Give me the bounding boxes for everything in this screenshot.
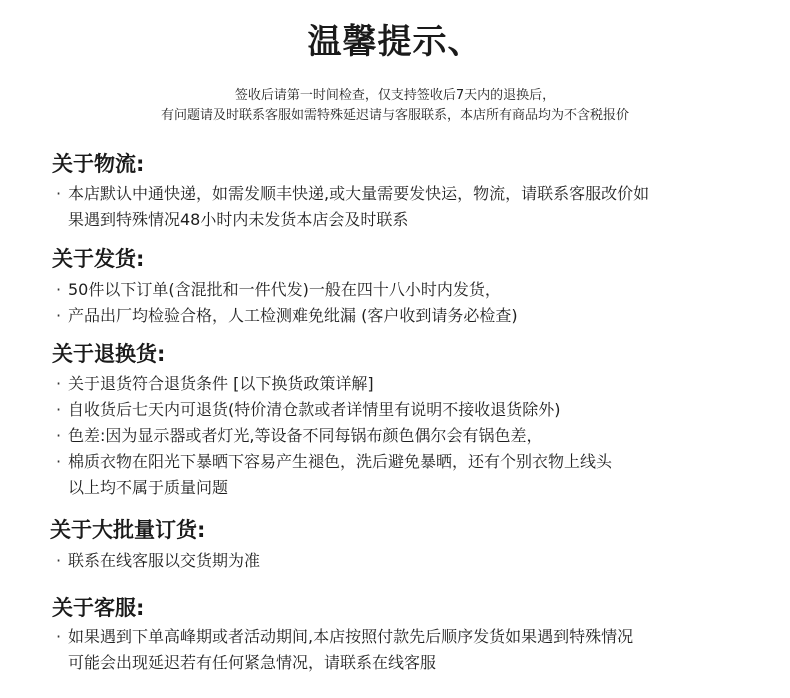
returns-line-1 (56, 371, 374, 397)
bullet: · (56, 627, 62, 646)
section-heading-customer-service: 关于客服: (52, 596, 145, 620)
logistics-line-1 (56, 181, 649, 207)
line-text: 如果遇到下单高峰期或者活动期间,本店按照付款先后顺序发货如果遇到特殊情况 (68, 627, 634, 646)
section-heading-logistics: 关于物流: (52, 152, 145, 176)
bullet: · (56, 551, 62, 570)
section-heading-shipping: 关于发货: (52, 247, 145, 271)
bullet: · (56, 374, 62, 393)
line-text: 果遇到特殊情况48小时内未发货本店会及时联系 (68, 210, 409, 229)
line-text: 联系在线客服以交货期为准 (68, 551, 261, 570)
bulk-line-1 (56, 548, 260, 574)
shipping-line-1 (56, 277, 501, 303)
service-line-1 (56, 624, 633, 650)
returns-line-3 (56, 423, 542, 449)
returns-line-2 (56, 397, 561, 423)
bullet: · (56, 426, 62, 445)
returns-line-4 (56, 449, 612, 475)
intro-line-1: 签收后请第一时间检查，仅支持签收后7天内的退换后， (234, 88, 556, 103)
section-heading-returns: 关于退换货: (52, 342, 166, 366)
bullet: · (56, 184, 62, 203)
line-text: 棉质衣物在阳光下暴晒下容易产生褪色，洗后避免暴晒，还有个别衣物上线头 (68, 452, 613, 471)
line-text: 本店默认中通快递，如需发顺丰快递,或大量需要发快运，物流，请联系客服改价如 (68, 184, 650, 203)
line-text: 产品出厂均检验合格，人工检测难免纰漏 (客户收到请务必检查) (68, 306, 518, 325)
line-text: 关于退货符合退货条件 [以下换货政策详解] (68, 374, 374, 393)
bullet: · (56, 306, 62, 325)
bullet: · (56, 452, 62, 471)
line-text: 自收货后七天内可退货(特价清仓款或者详情里有说明不接收退货除外) (68, 400, 561, 419)
line-text: 以上均不属于质量问题 (68, 478, 229, 497)
section-heading-bulk-orders: 关于大批量订货: (50, 518, 206, 542)
returns-line-5 (56, 475, 228, 501)
shipping-line-2 (56, 303, 518, 329)
bullet: · (56, 400, 62, 419)
logistics-line-2 (56, 207, 408, 233)
service-line-2 (56, 650, 436, 676)
bullet: · (56, 280, 62, 299)
line-text: 可能会出现延迟若有任何紧急情况，请联系在线客服 (68, 653, 437, 672)
intro-line-2: 有问题请及时联系客服如需特殊延迟请与客服联系，本店所有商品均为不含税报价 (160, 108, 629, 123)
page-title: 温馨提示、 (307, 22, 483, 62)
line-text: 50件以下订单(含混批和一件代发)一般在四十八小时内发货， (68, 280, 501, 299)
line-text: 色差:因为显示器或者灯光,等设备不同每锅布颜色偶尔会有锅色差， (68, 426, 543, 445)
